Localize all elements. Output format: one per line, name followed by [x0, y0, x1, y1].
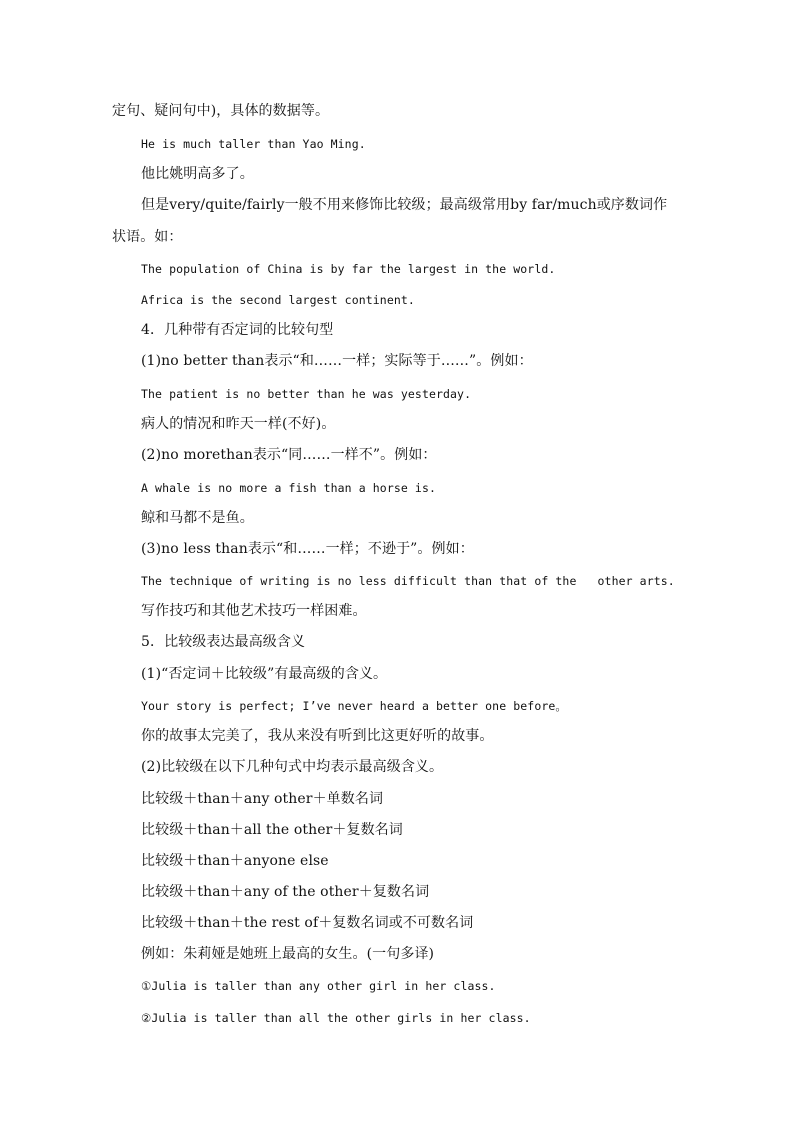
- section-heading: 4．几种带有否定词的比较句型: [141, 322, 334, 338]
- text-line: 你的故事太完美了，我从来没有听到比这更好听的故事。: [141, 728, 494, 744]
- text-line: He is much taller than Yao Ming.: [141, 137, 366, 151]
- section-heading: 5．比较级表达最高级含义: [141, 634, 306, 650]
- text-line: (2)no morethan表示“同……一样不”。例如：: [141, 447, 437, 463]
- text-line: The technique of writing is no less difficult than that of the other arts.: [141, 574, 675, 588]
- text-line: 比较级＋than＋anyone else: [141, 853, 329, 869]
- text-line: 比较级＋than＋any of the other＋复数名词: [141, 884, 430, 900]
- text-line: 鲸和马都不是鱼。: [141, 510, 254, 526]
- text-line: A whale is no more a fish than a horse is.: [141, 481, 436, 495]
- text-line: 写作技巧和其他艺术技巧一样困难。: [141, 603, 367, 619]
- text-line: 定句、疑问句中)，具体的数据等。: [112, 103, 330, 119]
- text-line: Your story is perfect; I’ve never heard a better one before。: [141, 699, 567, 713]
- text-line: 例如：朱莉娅是她班上最高的女生。(一句多译): [141, 946, 435, 962]
- text-line: (2)比较级在以下几种句式中均表示最高级含义。: [141, 759, 444, 775]
- text-line: 比较级＋than＋any other＋单数名词: [141, 791, 384, 807]
- text-line: ①Julia is taller than any other girl in her class.: [141, 979, 496, 993]
- text-line: The population of China is by far the largest in the world.: [141, 262, 556, 276]
- text-line: 他比姚明高多了。: [141, 166, 254, 182]
- text-line: (1)“否定词＋比较级”有最高级的含义。: [141, 666, 388, 682]
- text-line: 但是very/quite/fairly一般不用来修饰比较级；最高级常用by far/much或序数词作: [141, 197, 668, 213]
- text-line: 比较级＋than＋all the other＋复数名词: [141, 822, 403, 838]
- text-line: Africa is the second largest continent.: [141, 293, 415, 307]
- text-line: The patient is no better than he was yesterday.: [141, 387, 472, 401]
- text-line: (3)no less than表示“和……一样；不逊于”。例如：: [141, 541, 474, 557]
- text-line: ②Julia is taller than all the other girls in her class.: [141, 1011, 531, 1025]
- text-line: (1)no better than表示“和……一样；实际等于……”。例如：: [141, 353, 533, 369]
- text-line: 病人的情况和昨天一样(不好)。: [141, 416, 336, 432]
- text-line: 比较级＋than＋the rest of＋复数名词或不可数名词: [141, 915, 474, 931]
- text-line: 状语。如：: [112, 229, 183, 245]
